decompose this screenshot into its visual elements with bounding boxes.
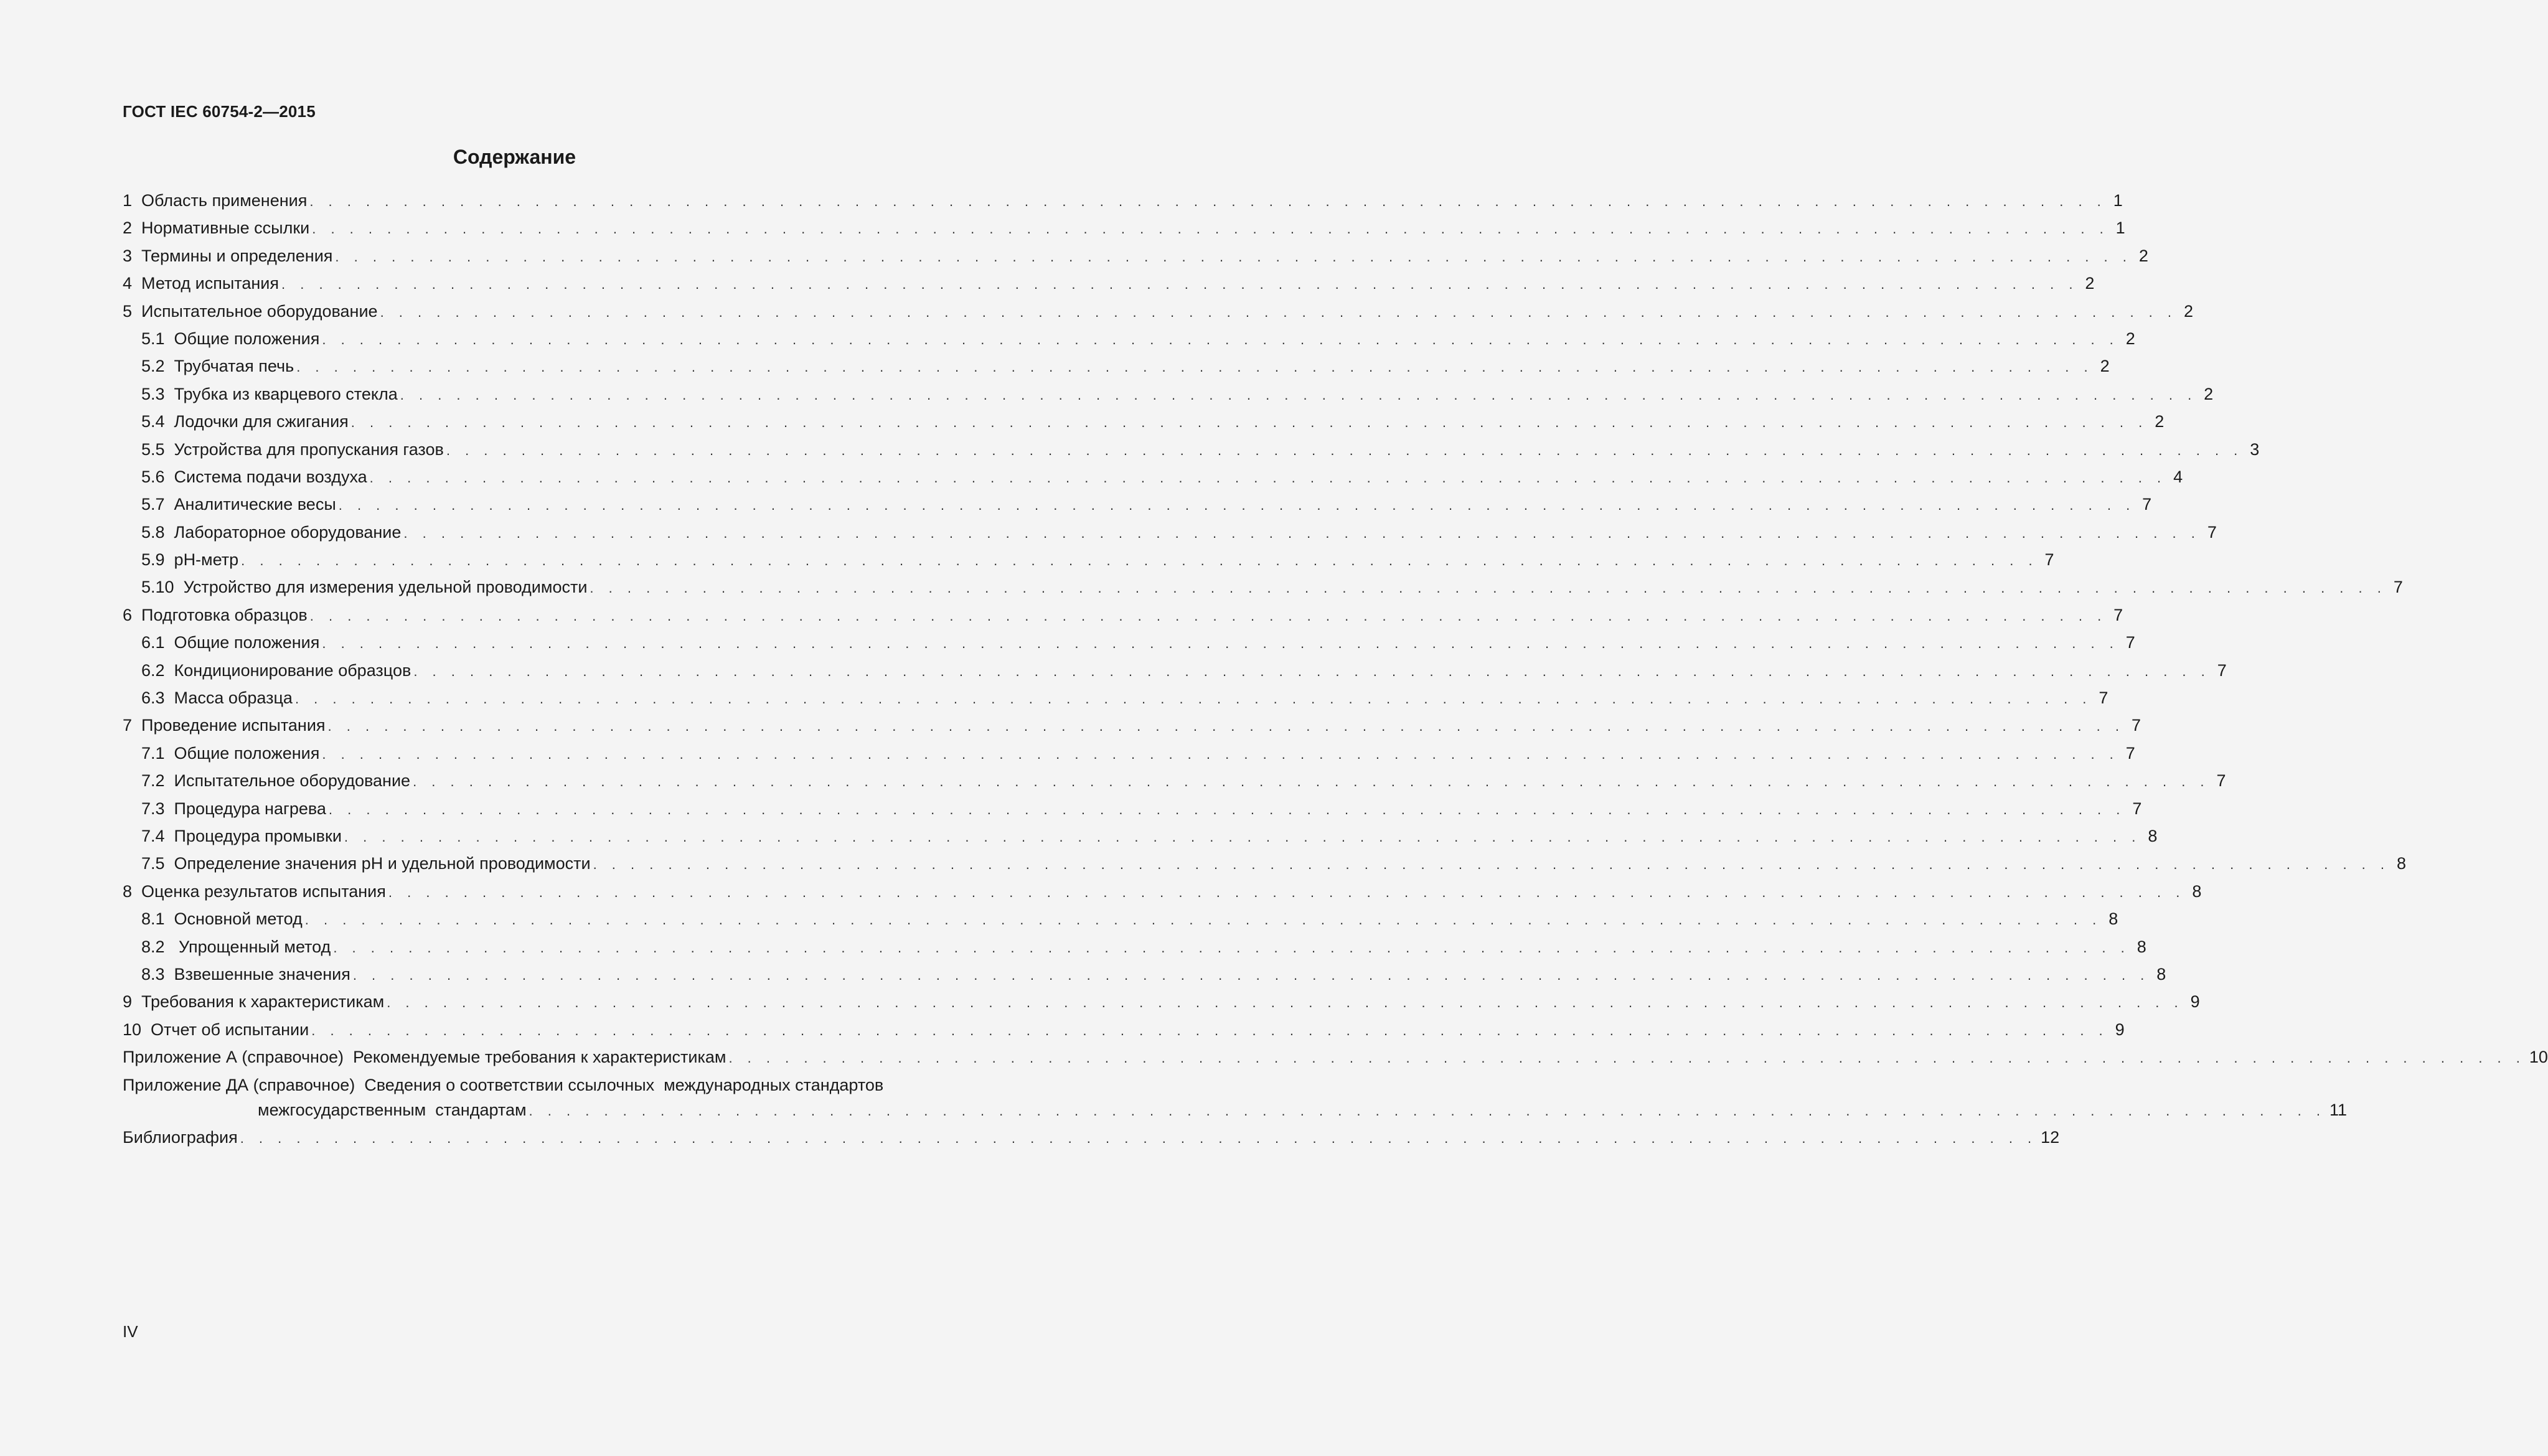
toc-page-number: 7 [2216, 771, 2226, 791]
toc-entry[interactable] [123, 270, 2095, 297]
toc-page-number: 2 [2085, 274, 2095, 293]
toc-leader-dots: . . . . . . . . . . . . . . . . . . . . . . . . . . . . . . . . . . . . . . . . . . . . . . . . . . . . . . . . . . . . . . . . . . . . . . . . . . . . . . . . . . . . . . . . . . . . . . . . [593, 857, 2391, 873]
toc-entry-text: межгосударственным стандартам [258, 1100, 527, 1119]
toc-entry-text: Общие положения [174, 329, 320, 348]
toc-leader-dots: . . . . . . . . . . . . . . . . . . . . . . . . . . . . . . . . . . . . . . . . . . . . . . . . . . . . . . . . . . . . . . . . . . . . . . . . . . . . . . . . . . . . . . . . . . . . . . . . [413, 663, 2211, 679]
toc-entry-number: 7.5 [141, 854, 174, 873]
toc-entry-number: 6.2 [141, 660, 174, 680]
toc-entry-number: 5 [123, 301, 142, 321]
toc-entry-text: Отчет об испытании [151, 1020, 309, 1039]
toc-page-number: 7 [2125, 743, 2135, 763]
toc-entry-number: 5.3 [141, 384, 174, 403]
toc-entry[interactable] [123, 298, 2194, 325]
toc-entry[interactable] [123, 1043, 2548, 1071]
toc-leader-dots: . . . . . . . . . . . . . . . . . . . . . . . . . . . . . . . . . . . . . . . . . . . . . . . . . . . . . . . . . . . . . . . . . . . . . . . . . . . . . . . . . . . . . . . . . . . . . . . . [322, 331, 2119, 347]
toc-entry-number: 5.4 [141, 412, 174, 431]
toc-page-number: 9 [2190, 992, 2200, 1012]
toc-leader-dots: . . . . . . . . . . . . . . . . . . . . . . . . . . . . . . . . . . . . . . . . . . . . . . . . . . . . . . . . . . . . . . . . . . . . . . . . . . . . . . . . . . . . . . . . . . . . . . . . [241, 553, 2038, 569]
toc-entry-number: 1 [123, 191, 142, 210]
toc-entry-text: Трубка из кварцевого стекла [174, 384, 398, 403]
toc-page-number: 2 [2183, 301, 2194, 321]
toc-page-number: 2 [2125, 329, 2135, 348]
toc-entry-number: 7.1 [141, 743, 174, 763]
toc-entry[interactable] [123, 629, 2135, 656]
toc-leader-dots: . . . . . . . . . . . . . . . . . . . . . . . . . . . . . . . . . . . . . . . . . . . . . . . . . . . . . . . . . . . . . . . . . . . . . . . . . . . . . . . . . . . . . . . . . . . . . . . . [311, 1022, 2108, 1038]
toc-leader-dots: . . . . . . . . . . . . . . . . . . . . . . . . . . . . . . . . . . . . . . . . . . . . . . . . . . . . . . . . . . . . . . . . . . . . . . . . . . . . . . . . . . . . . . . . . . . . . . . . [350, 415, 2148, 431]
toc-page-number: 8 [2148, 826, 2158, 845]
toc-entry-number: 3 [123, 246, 142, 265]
toc-entry[interactable] [123, 325, 2135, 352]
toc-leader-dots: . . . . . . . . . . . . . . . . . . . . . . . . . . . . . . . . . . . . . . . . . . . . . . . . . . . . . . . . . . . . . . . . . . . . . . . . . . . . . . . . . . . . . . . . . . . . . . . . [309, 608, 2107, 624]
toc-leader-dots: . . . . . . . . . . . . . . . . . . . . . . . . . . . . . . . . . . . . . . . . . . . . . . . . . . . . . . . . . . . . . . . . . . . . . . . . . . . . . . . . . . . . . . . . . . . . . . . . [344, 829, 2141, 845]
toc-page-number: 10 [2529, 1048, 2548, 1067]
toc-entry[interactable] [123, 740, 2135, 767]
toc-leader-dots: . . . . . . . . . . . . . . . . . . . . . . . . . . . . . . . . . . . . . . . . . . . . . . . . . . . . . . . . . . . . . . . . . . . . . . . . . . . . . . . . . . . . . . . . . . . . . . . . [335, 248, 2132, 265]
toc-leader-dots: . . . . . . . . . . . . . . . . . . . . . . . . . . . . . . . . . . . . . . . . . . . . . . . . . . . . . . . . . . . . . . . . . . . . . . . . . . . . . . . . . . . . . . . . . . . . . . . . [304, 912, 2102, 928]
toc-entry-text: Кондиционирование образцов [174, 660, 411, 680]
toc-entry-text: Процедура промывки [174, 826, 342, 845]
toc-entry-text: Общие положения [174, 633, 320, 652]
toc-entry-text: Взвешенные значения [174, 964, 350, 984]
toc-entry[interactable] [123, 601, 2123, 629]
toc-entry-text: Метод испытания [141, 274, 279, 293]
table-of-contents [123, 187, 2548, 1151]
toc-leader-dots: . . . . . . . . . . . . . . . . . . . . . . . . . . . . . . . . . . . . . . . . . . . . . . . . . . . . . . . . . . . . . . . . . . . . . . . . . . . . . . . . . . . . . . . . . . . . . . . . [380, 304, 2178, 320]
toc-entry-number: 7.3 [141, 799, 174, 818]
toc-entry[interactable] [123, 546, 2054, 573]
page-number: IV [123, 1322, 138, 1341]
document-header: ГОСТ IEC 60754-2—2015 [123, 102, 316, 121]
toc-entry-number: 4 [123, 274, 142, 293]
toc-page-number: 11 [2329, 1100, 2348, 1119]
toc-entry-text: Библиография [123, 1127, 238, 1147]
toc-entry[interactable] [123, 822, 2158, 850]
toc-entry-text: Термины и определения [141, 246, 333, 265]
toc-page-number: 7 [2142, 495, 2152, 514]
toc-entry-number: 5.2 [141, 357, 174, 376]
toc-entry-text: Приложение ДА (справочное) Сведения о соответствии ссылочных международных стандартов [123, 1075, 884, 1094]
toc-entry-annex-da[interactable] [123, 1071, 2348, 1124]
toc-entry[interactable] [123, 1016, 2125, 1043]
toc-leader-dots: . . . . . . . . . . . . . . . . . . . . . . . . . . . . . . . . . . . . . . . . . . . . . . . . . . . . . . . . . . . . . . . . . . . . . . . . . . . . . . . . . . . . . . . . . . . . . . . . [322, 636, 2119, 652]
toc-entry-number: 5.10 [141, 578, 184, 597]
toc-entry[interactable] [123, 408, 2165, 435]
toc-entry[interactable] [123, 795, 2142, 822]
toc-leader-dots: . . . . . . . . . . . . . . . . . . . . . . . . . . . . . . . . . . . . . . . . . . . . . . . . . . . . . . . . . . . . . . . . . . . . . . . . . . . . . . . . . . . . . . . . . . . . . . . . [312, 221, 2109, 237]
toc-entry-text: Аналитические весы [174, 495, 336, 514]
toc-entry-text: Общие положения [174, 743, 320, 763]
toc-page-number: 3 [2250, 439, 2260, 459]
toc-page-number: 2 [2100, 357, 2110, 376]
toc-entry-text: Трубчатая печь [174, 357, 294, 376]
toc-page-number: 7 [2113, 605, 2123, 624]
toc-entry-text: Упрощенный метод [174, 937, 331, 956]
toc-entry-number: 5.5 [141, 439, 174, 459]
toc-leader-dots: . . . . . . . . . . . . . . . . . . . . . . . . . . . . . . . . . . . . . . . . . . . . . . . . . . . . . . . . . . . . . . . . . . . . . . . . . . . . . . . . . . . . . . . . . . . . . . . . [413, 774, 2210, 790]
toc-entry[interactable] [123, 352, 2110, 380]
toc-entry-number: 6.1 [141, 633, 174, 652]
toc-leader-dots: . . . . . . . . . . . . . . . . . . . . . . . . . . . . . . . . . . . . . . . . . . . . . . . . . . . . . . . . . . . . . . . . . . . . . . . . . . . . . . . . . . . . . . . . . . . . . . . . [590, 580, 2387, 596]
toc-entry-number: 5.7 [141, 495, 174, 514]
toc-entry-bibliography[interactable] [123, 1124, 2060, 1151]
toc-entry-number: 5.8 [141, 522, 174, 542]
toc-entry[interactable] [123, 380, 2214, 408]
toc-leader-dots: . . . . . . . . . . . . . . . . . . . . . . . . . . . . . . . . . . . . . . . . . . . . . . . . . . . . . . . . . . . . . . . . . . . . . . . . . . . . . . . . . . . . . . . . . . . . . . . . [328, 801, 2126, 817]
toc-entry-text: Испытательное оборудование [174, 771, 411, 791]
toc-page-number: 2 [2155, 412, 2165, 431]
toc-entry[interactable] [123, 519, 2217, 546]
toc-page-number: 8 [2192, 881, 2202, 901]
toc-leader-dots: . . . . . . . . . . . . . . . . . . . . . . . . . . . . . . . . . . . . . . . . . . . . . . . . . . . . . . . . . . . . . . . . . . . . . . . . . . . . . . . . . . . . . . . . . . . . . . . . [529, 1102, 2326, 1119]
toc-leader-dots: . . . . . . . . . . . . . . . . . . . . . . . . . . . . . . . . . . . . . . . . . . . . . . . . . . . . . . . . . . . . . . . . . . . . . . . . . . . . . . . . . . . . . . . . . . . . . . . . [369, 469, 2167, 486]
toc-entry[interactable] [123, 712, 2141, 739]
toc-leader-dots: . . . . . . . . . . . . . . . . . . . . . . . . . . . . . . . . . . . . . . . . . . . . . . . . . . . . . . . . . . . . . . . . . . . . . . . . . . . . . . . . . . . . . . . . . . . . . . . . [309, 194, 2107, 209]
toc-entry[interactable] [123, 491, 2152, 518]
toc-entry-text: Проведение испытания [141, 716, 326, 735]
toc-entry-text: Испытательное оборудование [141, 301, 378, 321]
toc-entry-text: Подготовка образцов [141, 605, 308, 624]
toc-entry-number: 5.6 [141, 467, 174, 486]
toc-title: Содержание [453, 146, 576, 168]
toc-entry-text: Лабораторное оборудование [174, 522, 402, 542]
toc-entry-text: Масса образца [174, 688, 293, 708]
toc-page-number: 2 [2204, 384, 2214, 403]
toc-entry-number: 9 [123, 992, 142, 1012]
toc-page-number: 1 [2113, 191, 2123, 210]
toc-leader-dots: . . . . . . . . . . . . . . . . . . . . . . . . . . . . . . . . . . . . . . . . . . . . . . . . . . . . . . . . . . . . . . . . . . . . . . . . . . . . . . . . . . . . . . . . . . . . . . . . [281, 276, 2079, 293]
toc-entry-text: Область применения [141, 191, 308, 210]
toc-leader-dots: . . . . . . . . . . . . . . . . . . . . . . . . . . . . . . . . . . . . . . . . . . . . . . . . . . . . . . . . . . . . . . . . . . . . . . . . . . . . . . . . . . . . . . . . . . . . . . . . [387, 995, 2184, 1011]
toc-entry-text: Определение значения рН и удельной проводимости [174, 854, 591, 873]
toc-entry-number: 7.2 [141, 771, 174, 791]
toc-leader-dots: . . . . . . . . . . . . . . . . . . . . . . . . . . . . . . . . . . . . . . . . . . . . . . . . . . . . . . . . . . . . . . . . . . . . . . . . . . . . . . . . . . . . . . . . . . . . . . . . [322, 746, 2119, 762]
toc-entry-text: Устройство для измерения удельной проводимости [183, 578, 588, 597]
toc-page-number: 9 [2115, 1020, 2125, 1039]
toc-entry-number: 10 [123, 1020, 151, 1039]
toc-entry-number: 8 [123, 881, 142, 901]
toc-entry-text: Нормативные ссылки [141, 218, 310, 238]
toc-entry[interactable] [123, 657, 2227, 684]
toc-entry[interactable] [123, 684, 2108, 712]
toc-entry-number: 7 [123, 716, 142, 735]
toc-leader-dots: . . . . . . . . . . . . . . . . . . . . . . . . . . . . . . . . . . . . . . . . . . . . . . . . . . . . . . . . . . . . . . . . . . . . . . . . . . . . . . . . . . . . . . . . . . . . . . . . [728, 1050, 2526, 1066]
toc-entry-text: Приложение А (справочное) Рекомендуемые требования к характеристикам [123, 1048, 726, 1067]
toc-entry[interactable] [123, 960, 2166, 988]
toc-page-number: 8 [2156, 964, 2166, 984]
toc-entry-number: 6 [123, 605, 142, 624]
toc-entry-number: 2 [123, 218, 142, 238]
toc-entry[interactable] [123, 463, 2183, 491]
toc-entry[interactable] [123, 988, 2200, 1015]
toc-entry-number: 5.1 [141, 329, 174, 348]
toc-page-number: 7 [2131, 716, 2141, 735]
toc-entry[interactable] [123, 187, 2123, 214]
toc-entry[interactable] [123, 933, 2146, 960]
toc-leader-dots: . . . . . . . . . . . . . . . . . . . . . . . . . . . . . . . . . . . . . . . . . . . . . . . . . . . . . . . . . . . . . . . . . . . . . . . . . . . . . . . . . . . . . . . . . . . . . . . . [446, 442, 2244, 458]
toc-page-number: 7 [2132, 799, 2142, 818]
toc-leader-dots: . . . . . . . . . . . . . . . . . . . . . . . . . . . . . . . . . . . . . . . . . . . . . . . . . . . . . . . . . . . . . . . . . . . . . . . . . . . . . . . . . . . . . . . . . . . . . . . . [400, 387, 2198, 403]
toc-page-number: 8 [2396, 854, 2407, 873]
toc-entry-number: 8.1 [141, 909, 174, 929]
toc-page-number: 12 [2041, 1127, 2060, 1147]
toc-entry[interactable] [123, 436, 2260, 463]
toc-leader-dots: . . . . . . . . . . . . . . . . . . . . . . . . . . . . . . . . . . . . . . . . . . . . . . . . . . . . . . . . . . . . . . . . . . . . . . . . . . . . . . . . . . . . . . . . . . . . . . . . [403, 525, 2201, 541]
toc-page-number: 8 [2137, 937, 2146, 956]
toc-page-number: 7 [2217, 660, 2227, 680]
toc-entry-number: 6.3 [141, 688, 174, 708]
toc-entry-number: 8.2 [141, 937, 174, 956]
toc-entry[interactable] [123, 242, 2148, 270]
toc-entry-text: Система подачи воздуха [174, 467, 367, 486]
toc-leader-dots: . . . . . . . . . . . . . . . . . . . . . . . . . . . . . . . . . . . . . . . . . . . . . . . . . . . . . . . . . . . . . . . . . . . . . . . . . . . . . . . . . . . . . . . . . . . . . . . . [294, 691, 2092, 707]
toc-entry[interactable] [123, 878, 2202, 905]
toc-entry-number: 7.4 [141, 826, 174, 845]
toc-entry-text: Требования к характеристикам [141, 992, 385, 1012]
toc-page-number: 7 [2044, 550, 2054, 570]
toc-entry-text: рН-метр [174, 550, 239, 570]
toc-leader-dots: . . . . . . . . . . . . . . . . . . . . . . . . . . . . . . . . . . . . . . . . . . . . . . . . . . . . . . . . . . . . . . . . . . . . . . . . . . . . . . . . . . . . . . . . . . . . . . . . [352, 967, 2150, 983]
toc-entry-text: Основной метод [174, 909, 303, 929]
toc-leader-dots: . . . . . . . . . . . . . . . . . . . . . . . . . . . . . . . . . . . . . . . . . . . . . . . . . . . . . . . . . . . . . . . . . . . . . . . . . . . . . . . . . . . . . . . . . . . . . . . . [327, 718, 2125, 735]
toc-page-number: 7 [2125, 633, 2135, 652]
toc-entry[interactable] [123, 573, 2403, 601]
toc-entry-text: Устройства для пропускания газов [174, 439, 444, 459]
toc-leader-dots: . . . . . . . . . . . . . . . . . . . . . . . . . . . . . . . . . . . . . . . . . . . . . . . . . . . . . . . . . . . . . . . . . . . . . . . . . . . . . . . . . . . . . . . . . . . . . . . . [240, 1130, 2038, 1146]
toc-page-number: 7 [2099, 688, 2108, 708]
toc-page-number: 4 [2173, 467, 2183, 486]
toc-page-number: 7 [2393, 578, 2403, 597]
toc-page-number: 7 [2207, 522, 2217, 542]
toc-entry-number: 8.3 [141, 964, 174, 984]
toc-leader-dots: . . . . . . . . . . . . . . . . . . . . . . . . . . . . . . . . . . . . . . . . . . . . . . . . . . . . . . . . . . . . . . . . . . . . . . . . . . . . . . . . . . . . . . . . . . . . . . . . [296, 359, 2094, 375]
toc-leader-dots: . . . . . . . . . . . . . . . . . . . . . . . . . . . . . . . . . . . . . . . . . . . . . . . . . . . . . . . . . . . . . . . . . . . . . . . . . . . . . . . . . . . . . . . . . . . . . . . . [333, 939, 2130, 956]
toc-entry[interactable] [123, 767, 2226, 794]
toc-leader-dots: . . . . . . . . . . . . . . . . . . . . . . . . . . . . . . . . . . . . . . . . . . . . . . . . . . . . . . . . . . . . . . . . . . . . . . . . . . . . . . . . . . . . . . . . . . . . . . . . [338, 497, 2136, 514]
toc-entry-text: Оценка результатов испытания [141, 881, 386, 901]
toc-page-number: 2 [2138, 246, 2148, 265]
toc-entry[interactable] [123, 905, 2118, 932]
toc-leader-dots: . . . . . . . . . . . . . . . . . . . . . . . . . . . . . . . . . . . . . . . . . . . . . . . . . . . . . . . . . . . . . . . . . . . . . . . . . . . . . . . . . . . . . . . . . . . . . . . . [388, 884, 2186, 900]
toc-page-number: 8 [2108, 909, 2118, 929]
toc-entry[interactable] [123, 850, 2407, 877]
toc-entry[interactable] [123, 214, 2125, 242]
toc-entry-text: Процедура нагрева [174, 799, 326, 818]
toc-entry-text: Лодочки для сжигания [174, 412, 349, 431]
toc-page-number: 1 [2115, 218, 2125, 238]
toc-entry-number: 5.9 [141, 550, 174, 570]
